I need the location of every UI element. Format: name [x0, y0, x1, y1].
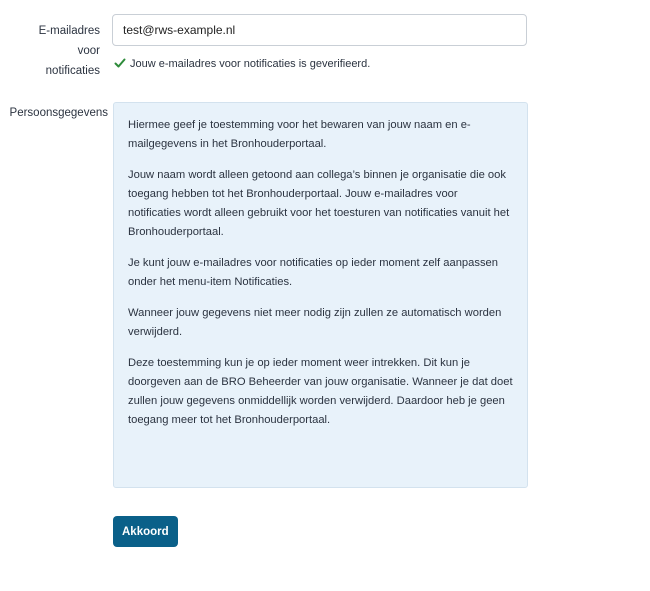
consent-paragraph: Hiermee geef je toestemming voor het bewaren van jouw naam en e-mailgegevens in het Bronhouderportaal.	[128, 119, 471, 150]
consent-paragraph: Deze toestemming kun je op ieder moment weer intrekken. Dit kun je doorgeven aan de BRO Beheerder van jouw organisatie. Wanneer je dat doet zullen jouw gegevens onmiddellijk worden verwijderd. Daardoor heb je geen toegang meer tot het Bronhouderportaal.	[128, 357, 513, 426]
consent-paragraph: Wanneer jouw gegevens niet meer nodig zijn zullen ze automatisch worden verwijderd.	[128, 307, 502, 338]
consent-label: Persoonsgegevens	[9, 107, 108, 119]
email-label-line2: voor	[77, 45, 100, 57]
email-notification-input[interactable]	[112, 14, 527, 46]
consent-info-box	[113, 102, 528, 488]
verification-status	[114, 56, 370, 72]
email-label-line3: notificaties	[45, 65, 100, 77]
consent-paragraph: Jouw naam wordt alleen getoond aan collega’s binnen je organisatie die ook toegang hebben tot het Bronhouderportaal. Jouw e-mailadres voor notificaties wordt alleen gebruikt voor het toesturen van notificaties vanuit het Bronhouderportaal.	[128, 169, 510, 238]
email-label-line1: E-mailadres	[38, 25, 100, 37]
agree-button[interactable]: Akkoord	[113, 516, 178, 547]
check-icon	[114, 57, 126, 69]
consent-paragraph: Je kunt jouw e-mailadres voor notificaties op ieder moment zelf aanpassen onder het menu-item Notificaties.	[128, 257, 499, 288]
verification-text: Jouw e-mailadres voor notificaties is geverifieerd.	[130, 58, 371, 70]
